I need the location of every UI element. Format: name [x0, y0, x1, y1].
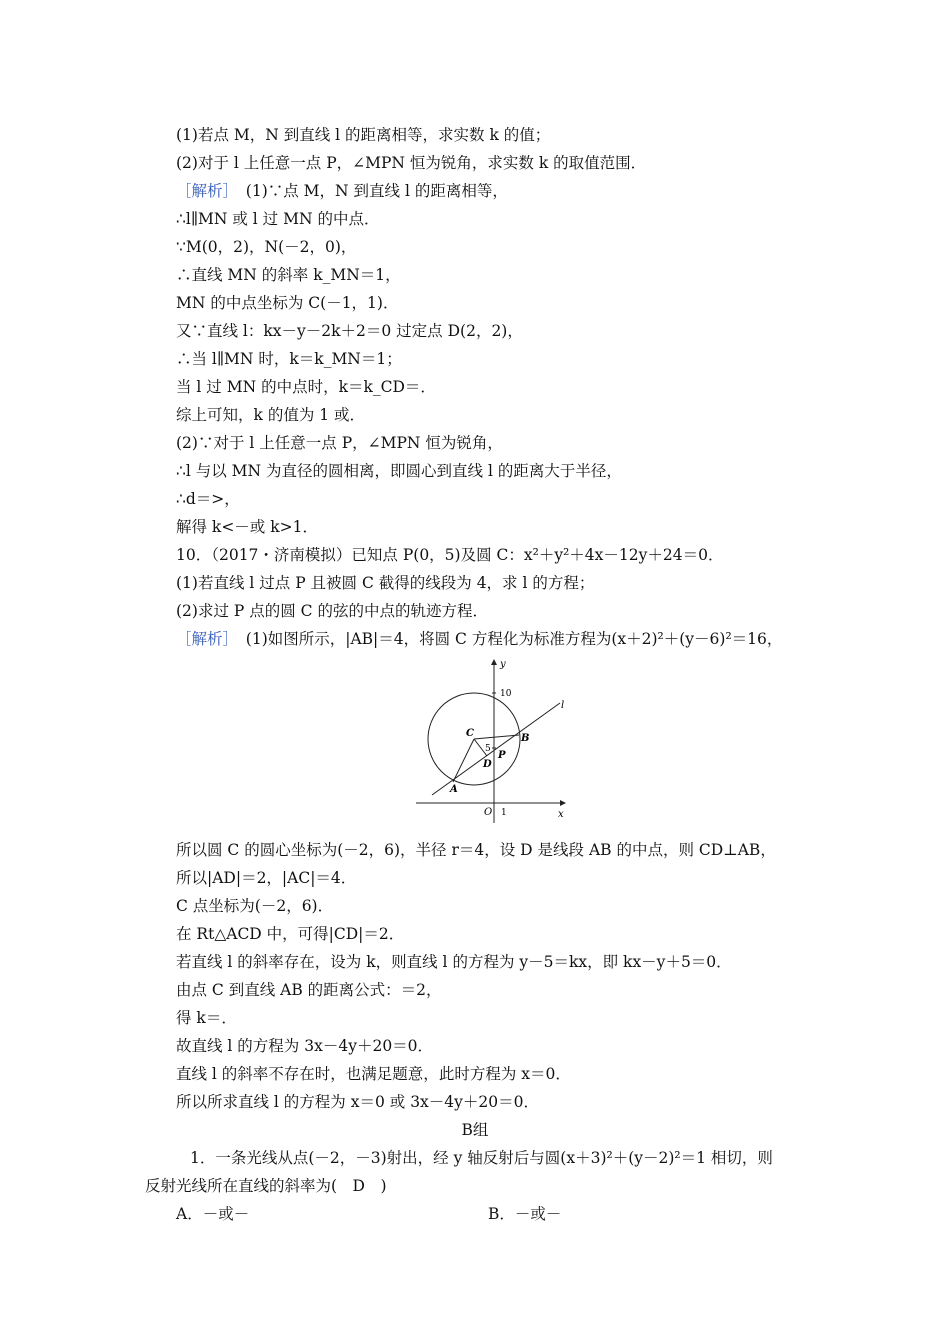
label-d: D: [483, 759, 492, 770]
option-b: B．－或－: [488, 1205, 562, 1223]
geometry-figure: [408, 655, 578, 825]
label-p: P: [498, 750, 506, 761]
axis-y-label: y: [500, 659, 506, 670]
solution-line: C 点坐标为(－2，6)．: [176, 897, 334, 915]
axis-x-label: x: [558, 809, 564, 820]
line-l: [432, 703, 560, 795]
segment-ca: [453, 739, 474, 782]
solution-line: 所以所求直线 l 的方程为 x＝0 或 3x－4y＋20＝0．: [176, 1093, 540, 1111]
sub-question-2: (2)求过 P 点的圆 C 的弦的中点的轨迹方程．: [176, 602, 488, 620]
section-title: B组: [461, 1121, 489, 1139]
solution-line: 故直线 l 的方程为 3x－4y＋20＝0．: [176, 1037, 434, 1055]
problem-b1-line1: 1．一条光线从点(－2，－3)射出，经 y 轴反射后与圆(x＋3)²＋(y－2)²＝1 相切，则: [190, 1149, 773, 1167]
solution-line: ［解析］ (1)如图所示，|AB|＝4，将圆 C 方程化为标准方程为(x＋2)²＋(y－6)²＝16，: [176, 630, 783, 648]
sub-question-1: (1)若点 M，N 到直线 l 的距离相等，求实数 k 的值；: [176, 126, 551, 144]
solution-line: ∴d＝>，: [176, 490, 240, 508]
solution-line: ∴l 与以 MN 为直径的圆相离，即圆心到直线 l 的距离大于半径，: [176, 462, 622, 480]
problem-b1-line2: 反射光线所在直线的斜率为( D ): [145, 1177, 387, 1195]
tick-y5-label: 5: [485, 744, 491, 754]
analysis-tag: ［解析］: [176, 630, 231, 648]
solution-line: ［解析］ (1)∵点 M，N 到直线 l 的距离相等，: [176, 182, 508, 200]
solution-line: 综上可知，k 的值为 1 或．: [176, 406, 366, 424]
solution-line: ∵M(0，2)，N(－2，0)，: [176, 238, 357, 256]
x-axis-arrow: [560, 800, 566, 806]
solution-line: ∴当 l∥MN 时，k＝k_MN＝1；: [176, 350, 402, 368]
solution-line: 所以|AD|＝2，|AC|＝4．: [176, 869, 357, 887]
solution-line: 得 k＝．: [176, 1009, 237, 1027]
solution-line: ∴l∥MN 或 l 过 MN 的中点．: [176, 210, 380, 228]
solution-line: 直线 l 的斜率不存在时，也满足题意，此时方程为 x＝0．: [176, 1065, 571, 1083]
tick-y10-label: 10: [500, 689, 512, 699]
analysis-tag: ［解析］: [176, 182, 231, 200]
label-c: C: [466, 728, 474, 739]
solution-line: 解得 k<－或 k>1．: [176, 518, 318, 536]
tick-x-label: 1: [501, 808, 507, 818]
solution-line: 当 l 过 MN 的中点时，k＝k_CD＝．: [176, 378, 436, 396]
solution-line: ∴直线 MN 的斜率 k_MN＝1，: [176, 266, 401, 284]
problem-10: 10．（2017・济南模拟）已知点 P(0，5)及圆 C：x²＋y²＋4x－12y＋24＝0．: [176, 546, 724, 564]
solution-line: (2)∵对于 l 上任意一点 P，∠MPN 恒为锐角，: [176, 434, 503, 452]
solution-line: 若直线 l 的斜率存在，设为 k，则直线 l 的方程为 y－5＝kx，即 kx－y＋5＝0．: [176, 953, 732, 971]
label-a: A: [450, 784, 458, 795]
sub-question-1: (1)若直线 l 过点 P 且被圆 C 截得的线段为 4，求 l 的方程；: [176, 574, 595, 592]
solution-line: 所以圆 C 的圆心坐标为(－2，6)，半径 r＝4，设 D 是线段 AB 的中点，则 CD⊥AB，: [176, 841, 776, 859]
solution-line: MN 的中点坐标为 C(－1，1)．: [176, 294, 399, 312]
solution-line: 在 Rt△ACD 中，可得|CD|＝2．: [176, 925, 405, 943]
origin-label: O: [484, 807, 493, 818]
solution-line: 又∵直线 l：kx－y－2k＋2＝0 过定点 D(2，2)，: [176, 322, 523, 340]
sub-question-2: (2)对于 l 上任意一点 P，∠MPN 恒为锐角，求实数 k 的取值范围．: [176, 154, 647, 172]
option-a: A．－或－: [176, 1205, 250, 1223]
label-b: B: [521, 733, 530, 744]
label-l: l: [561, 700, 565, 711]
y-axis-arrow: [491, 659, 497, 665]
solution-line: 由点 C 到直线 AB 的距离公式：＝2，: [176, 981, 442, 999]
